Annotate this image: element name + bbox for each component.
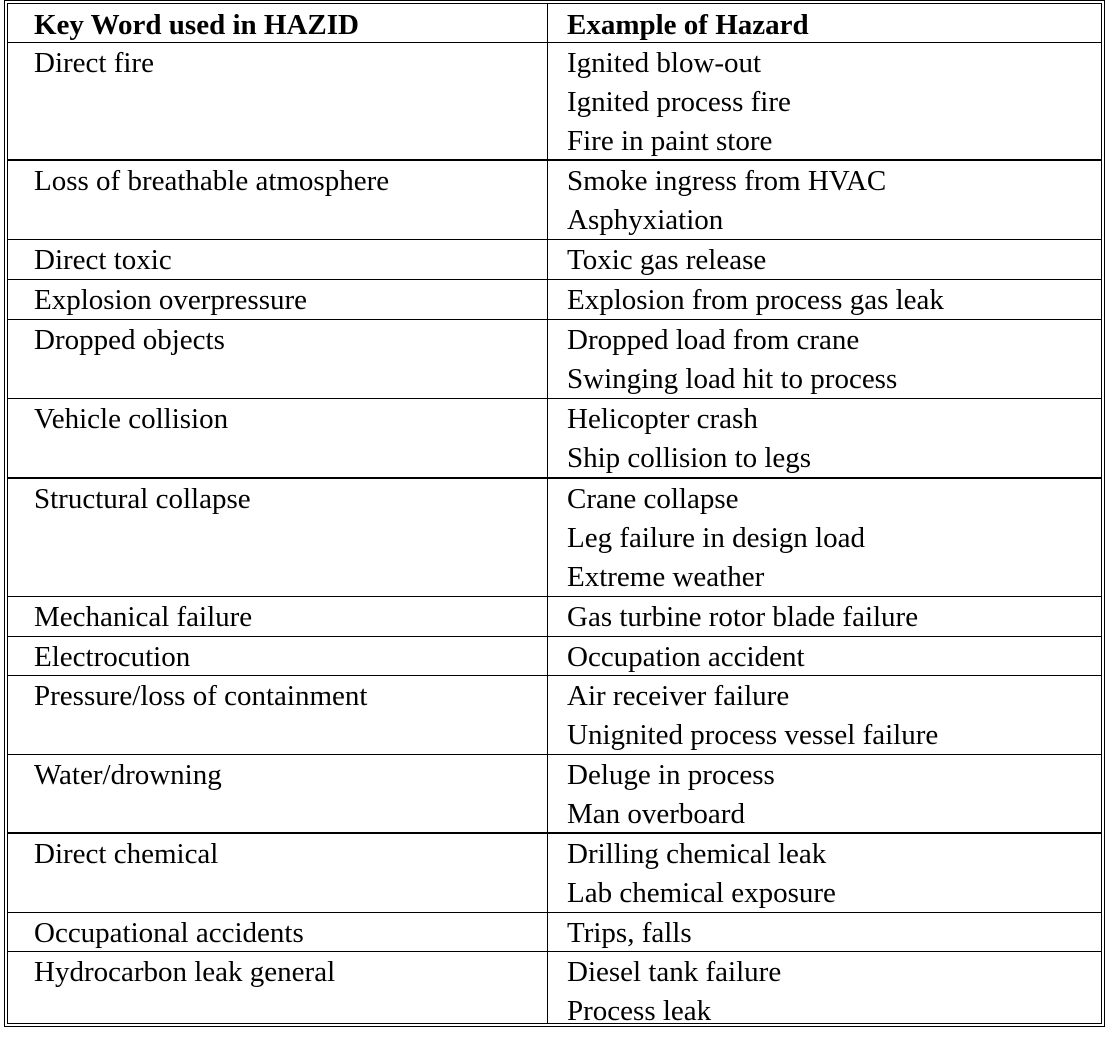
row-example: Ignited process fire <box>567 86 791 118</box>
row-example: Toxic gas release <box>567 244 767 276</box>
row-keyword: Vehicle collision <box>34 403 229 435</box>
row-keyword: Hydrocarbon leak general <box>34 956 336 988</box>
row-rule <box>8 636 1101 637</box>
row-example: Trips, falls <box>567 917 692 949</box>
row-rule <box>8 912 1101 913</box>
row-keyword: Pressure/loss of containment <box>34 680 368 712</box>
hazid-table <box>4 0 1105 1027</box>
column-divider <box>547 4 548 1023</box>
row-example: Swinging load hit to process <box>567 363 898 395</box>
row-example: Crane collapse <box>567 483 739 515</box>
header-keyword: Key Word used in HAZID <box>34 9 359 41</box>
row-rule <box>8 754 1101 755</box>
row-keyword: Direct fire <box>34 47 154 79</box>
row-example: Extreme weather <box>567 561 765 593</box>
row-example: Ship collision to legs <box>567 442 812 474</box>
row-example: Dropped load from crane <box>567 324 860 356</box>
row-example: Drilling chemical leak <box>567 838 827 870</box>
row-example: Helicopter crash <box>567 403 758 435</box>
row-rule <box>8 279 1101 280</box>
row-keyword: Dropped objects <box>34 324 225 356</box>
row-example: Smoke ingress from HVAC <box>567 165 887 197</box>
row-example: Man overboard <box>567 798 745 830</box>
row-rule <box>8 832 1101 834</box>
row-rule <box>8 398 1101 399</box>
row-rule <box>8 239 1101 240</box>
row-example: Gas turbine rotor blade failure <box>567 601 919 633</box>
row-keyword: Direct toxic <box>34 244 172 276</box>
row-keyword: Structural collapse <box>34 483 251 515</box>
row-example: Deluge in process <box>567 759 775 791</box>
row-example: Fire in paint store <box>567 125 773 157</box>
row-keyword: Mechanical failure <box>34 601 253 633</box>
row-rule <box>8 477 1101 479</box>
header-example: Example of Hazard <box>567 9 809 41</box>
row-rule <box>8 596 1101 597</box>
row-keyword: Water/drowning <box>34 759 222 791</box>
row-keyword: Electrocution <box>34 641 191 673</box>
row-example: Occupation accident <box>567 641 805 673</box>
row-keyword: Occupational accidents <box>34 917 304 949</box>
row-example: Asphyxiation <box>567 204 724 236</box>
row-example: Process leak <box>567 995 712 1027</box>
row-rule <box>8 951 1101 952</box>
row-example: Air receiver failure <box>567 680 790 712</box>
row-example: Unignited process vessel failure <box>567 719 939 751</box>
row-example: Diesel tank failure <box>567 956 782 988</box>
row-keyword: Explosion overpressure <box>34 284 308 316</box>
row-keyword: Direct chemical <box>34 838 219 870</box>
header-rule <box>8 42 1101 43</box>
row-rule <box>8 675 1101 676</box>
row-example: Leg failure in design load <box>567 522 865 554</box>
row-example: Ignited blow-out <box>567 47 762 79</box>
row-rule <box>8 159 1101 161</box>
row-example: Explosion from process gas leak <box>567 284 944 316</box>
row-rule <box>8 319 1101 320</box>
row-keyword: Loss of breathable atmosphere <box>34 165 390 197</box>
row-example: Lab chemical exposure <box>567 877 836 909</box>
